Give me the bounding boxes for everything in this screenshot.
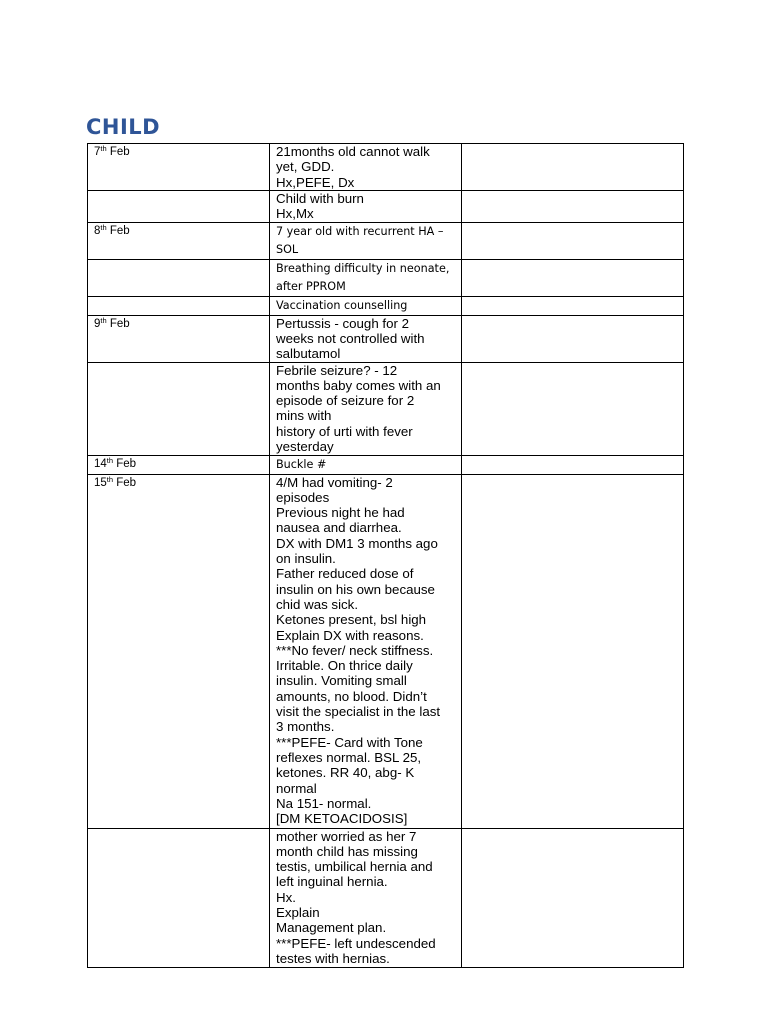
case-line: Explain xyxy=(276,905,320,921)
case-line: 7 year old with recurrent HA – xyxy=(276,224,444,238)
case-line: testes with hernias. xyxy=(276,950,390,966)
case-line: Hx,PEFE, Dx xyxy=(276,174,355,190)
case-line: visit the specialist in the last xyxy=(276,704,441,720)
case-cell xyxy=(270,222,462,259)
notes-cell xyxy=(462,222,684,259)
notes-cell xyxy=(462,474,684,828)
case-line: Breathing difficulty in neonate, xyxy=(276,261,450,275)
case-line: chid was sick. xyxy=(276,596,359,612)
table-row xyxy=(88,296,684,315)
case-line: yet, GDD. xyxy=(276,159,335,175)
table-row xyxy=(88,144,684,191)
case-cell xyxy=(270,474,462,828)
date-day: 7 xyxy=(94,146,101,158)
date-cell xyxy=(88,455,270,474)
notes-cell xyxy=(462,362,684,455)
case-line: testis, umbilical hernia and xyxy=(276,859,433,875)
date-cell xyxy=(88,222,270,259)
case-line: insulin on his own because xyxy=(276,581,435,597)
case-line: left inguinal hernia. xyxy=(276,874,388,890)
case-cell xyxy=(270,315,462,362)
case-line: after PPROM xyxy=(276,279,346,293)
date-day: 8 xyxy=(94,224,101,237)
case-line: DX with DM1 3 months ago xyxy=(276,535,438,551)
case-line: Previous night he had xyxy=(276,505,405,521)
case-cell xyxy=(270,296,462,315)
case-cell xyxy=(270,362,462,455)
table-row xyxy=(88,259,684,296)
date-suffix: th xyxy=(106,455,114,465)
table-row xyxy=(88,222,684,259)
case-line: Pertussis - cough for 2 xyxy=(276,315,410,331)
table-row xyxy=(88,474,684,828)
case-line: month child has missing xyxy=(276,843,418,859)
case-line: Hx. xyxy=(276,889,296,905)
page-title: CHILD xyxy=(86,115,161,139)
case-line: Irritable. On thrice daily xyxy=(276,658,413,674)
case-line: episodes xyxy=(276,489,330,505)
table-row xyxy=(88,362,684,455)
date-month: Feb xyxy=(116,476,137,489)
date-cell xyxy=(88,362,270,455)
case-line: Child with burn xyxy=(276,191,364,206)
case-line: amounts, no blood. Didn’t xyxy=(276,688,427,704)
case-line: Buckle # xyxy=(276,457,327,471)
date-suffix: th xyxy=(106,474,114,484)
case-line: on insulin. xyxy=(276,551,336,567)
case-line: SOL xyxy=(276,242,299,256)
date-cell xyxy=(88,315,270,362)
notes-cell xyxy=(462,296,684,315)
case-line: Hx,Mx xyxy=(276,206,314,222)
date-day: 15 xyxy=(94,476,107,489)
case-line: Management plan. xyxy=(276,920,387,936)
case-line: salbutamol xyxy=(276,346,341,362)
date-month: Feb xyxy=(109,146,130,158)
case-line: [DM KETOACIDOSIS] xyxy=(276,811,408,827)
date-cell xyxy=(88,296,270,315)
notes-cell xyxy=(462,828,684,967)
case-line: yesterday xyxy=(276,439,334,455)
date-cell xyxy=(88,144,270,191)
case-cell xyxy=(270,144,462,191)
date-suffix: th xyxy=(100,315,107,325)
table-row xyxy=(88,455,684,474)
notes-cell xyxy=(462,315,684,362)
case-line: 3 months. xyxy=(276,719,335,735)
date-month: Feb xyxy=(109,224,130,237)
case-line: normal xyxy=(276,780,317,796)
case-line: mother worried as her 7 xyxy=(276,828,417,844)
notes-cell xyxy=(462,455,684,474)
case-line: 21months old cannot walk xyxy=(276,144,430,159)
case-line: Ketones present, bsl high xyxy=(276,612,427,628)
date-cell xyxy=(88,828,270,967)
case-line: mins with xyxy=(276,408,332,424)
case-cell xyxy=(270,455,462,474)
notes-cell xyxy=(462,144,684,191)
notes-cell xyxy=(462,191,684,223)
case-line: history of urti with fever xyxy=(276,423,413,439)
case-line: nausea and diarrhea. xyxy=(276,520,402,536)
case-line: Na 151- normal. xyxy=(276,795,372,811)
case-line: reflexes normal. BSL 25, xyxy=(276,749,422,765)
date-cell xyxy=(88,259,270,296)
date-suffix: th xyxy=(100,144,107,153)
date-day: 9 xyxy=(94,317,101,330)
case-line: ***PEFE- Card with Tone xyxy=(276,734,423,750)
case-line: Explain DX with reasons. xyxy=(276,627,424,643)
case-log-table xyxy=(87,143,684,968)
table-row xyxy=(88,828,684,967)
date-month: Feb xyxy=(109,317,130,330)
case-line: ***No fever/ neck stiffness. xyxy=(276,642,434,658)
case-cell xyxy=(270,828,462,967)
case-cell xyxy=(270,191,462,223)
date-suffix: th xyxy=(100,222,107,232)
table-row xyxy=(88,315,684,362)
case-line: months baby comes with an xyxy=(276,377,441,393)
case-log-body xyxy=(88,144,684,968)
case-line: Father reduced dose of xyxy=(276,566,414,582)
case-line: Febrile seizure? - 12 xyxy=(276,362,398,378)
date-cell xyxy=(88,474,270,828)
table-row xyxy=(88,191,684,223)
date-day: 14 xyxy=(94,457,107,470)
case-line: Vaccination counselling xyxy=(276,298,408,312)
case-line: weeks not controlled with xyxy=(276,330,425,346)
case-cell xyxy=(270,259,462,296)
date-cell xyxy=(88,191,270,223)
notes-cell xyxy=(462,259,684,296)
case-line: episode of seizure for 2 xyxy=(276,393,415,409)
case-line: 4/M had vomiting- 2 xyxy=(276,474,393,490)
case-line: ***PEFE- left undescended xyxy=(276,935,436,951)
case-line: ketones. RR 40, abg- K xyxy=(276,765,415,781)
case-line: insulin. Vomiting small xyxy=(276,673,407,689)
date-month: Feb xyxy=(116,457,137,470)
